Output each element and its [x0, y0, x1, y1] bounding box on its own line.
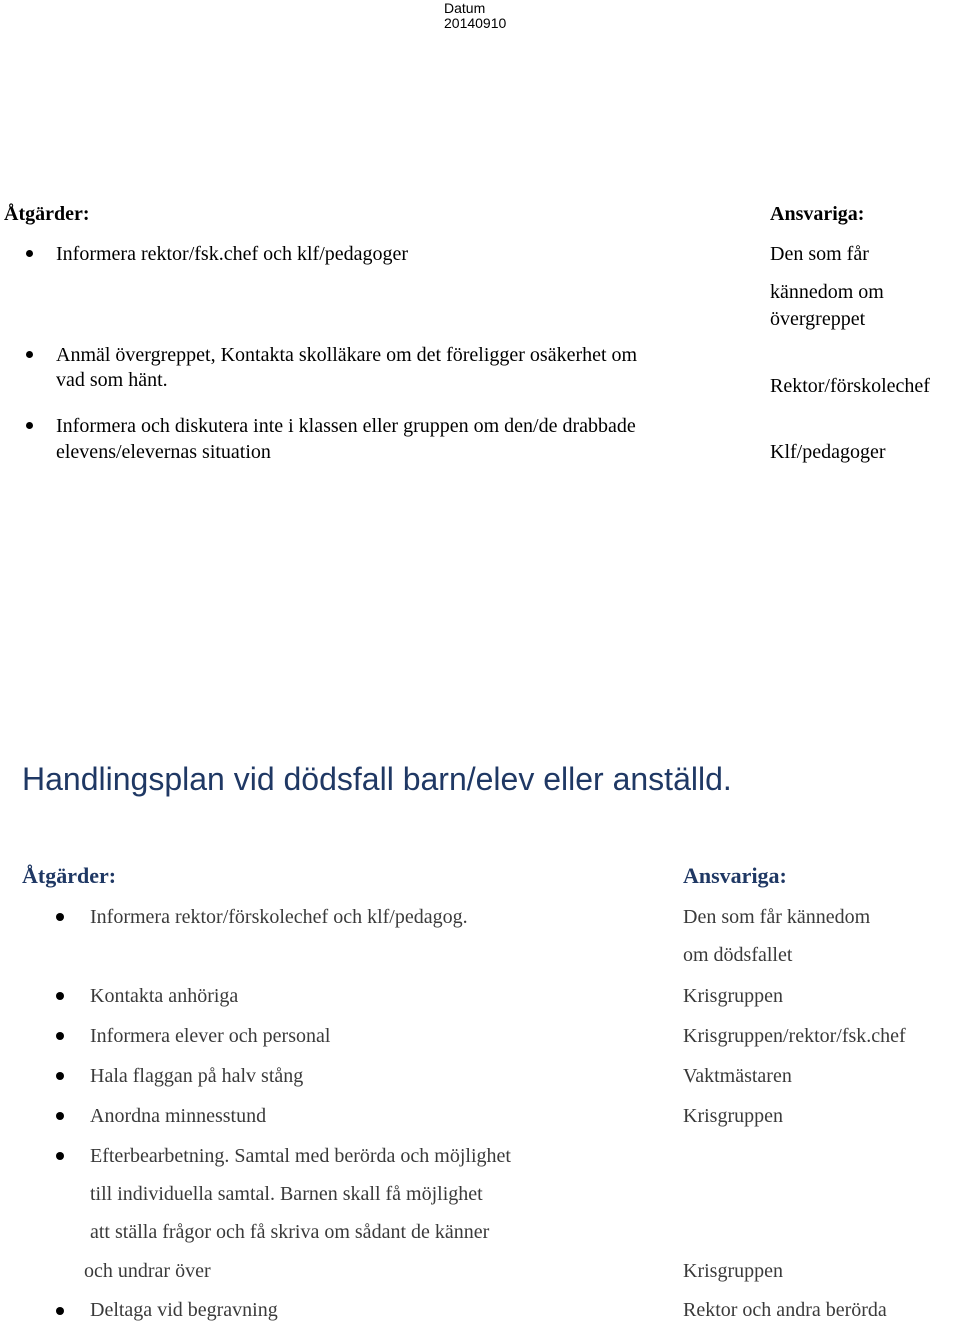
action-item: Kontakta anhöriga — [90, 985, 239, 1007]
responsible-item: Rektor och andra berörda — [683, 1299, 887, 1321]
action-item: Efterbearbetning. Samtal med berörda och möjlighet — [90, 1145, 511, 1167]
action-item: Anmäl övergreppet, Kontakta skolläkare om det föreligger osäkerhet om — [56, 344, 638, 366]
header-date-value: 20140910 — [444, 15, 507, 31]
actions-heading: Åtgärder: — [22, 863, 117, 888]
bullet-icon — [26, 351, 33, 358]
header-date-label: Datum — [444, 0, 486, 16]
bullet-icon — [56, 1112, 64, 1120]
bullet-icon — [56, 1307, 64, 1315]
actions-heading: Åtgärder: — [4, 203, 90, 225]
action-item-cont: att ställa frågor och få skriva om sådant de känner — [90, 1221, 490, 1243]
bullet-icon — [56, 1032, 64, 1040]
action-item: Informera och diskutera inte i klassen eller gruppen om den/de drabbade — [56, 415, 636, 437]
action-item-cont: vad som hänt. — [56, 369, 168, 391]
bullet-icon — [56, 913, 64, 921]
action-item: Anordna minnesstund — [90, 1105, 267, 1127]
bullet-icon — [56, 992, 64, 1000]
bullet-icon — [26, 422, 33, 429]
action-item: Informera rektor/fsk.chef och klf/pedagoger — [56, 243, 409, 265]
action-item-cont: och undrar över — [84, 1260, 211, 1282]
page-title: Handlingsplan vid dödsfall barn/elev eller anställd. — [22, 761, 732, 797]
responsible-item: Krisgruppen — [683, 985, 783, 1007]
responsible-item-cont: kännedom om — [770, 281, 884, 303]
responsible-item: Krisgruppen/rektor/fsk.chef — [683, 1025, 906, 1047]
responsible-item: Den som får kännedom — [683, 906, 871, 928]
responsible-item-cont: övergreppet — [770, 308, 866, 330]
responsible-item: Klf/pedagoger — [770, 441, 886, 463]
responsible-item: Den som får — [770, 243, 869, 265]
responsible-item: Vaktmästaren — [683, 1065, 792, 1087]
action-item-cont: elevens/elevernas situation — [56, 441, 271, 463]
action-item: Informera rektor/förskolechef och klf/pedagog. — [90, 906, 468, 928]
action-item: Informera elever och personal — [90, 1025, 331, 1047]
responsible-item: Rektor/förskolechef — [770, 375, 930, 397]
action-item: Deltaga vid begravning — [90, 1299, 278, 1321]
bullet-icon — [56, 1152, 64, 1160]
responsible-item: Krisgruppen — [683, 1260, 783, 1282]
bullet-icon — [56, 1072, 64, 1080]
responsible-heading: Ansvariga: — [683, 863, 787, 888]
responsible-heading: Ansvariga: — [770, 203, 865, 225]
bullet-icon — [26, 250, 33, 257]
responsible-item-cont: om dödsfallet — [683, 944, 793, 966]
responsible-item: Krisgruppen — [683, 1105, 783, 1127]
action-item-cont: till individuella samtal. Barnen skall få möjlighet — [90, 1183, 483, 1205]
action-item: Hala flaggan på halv stång — [90, 1065, 304, 1087]
